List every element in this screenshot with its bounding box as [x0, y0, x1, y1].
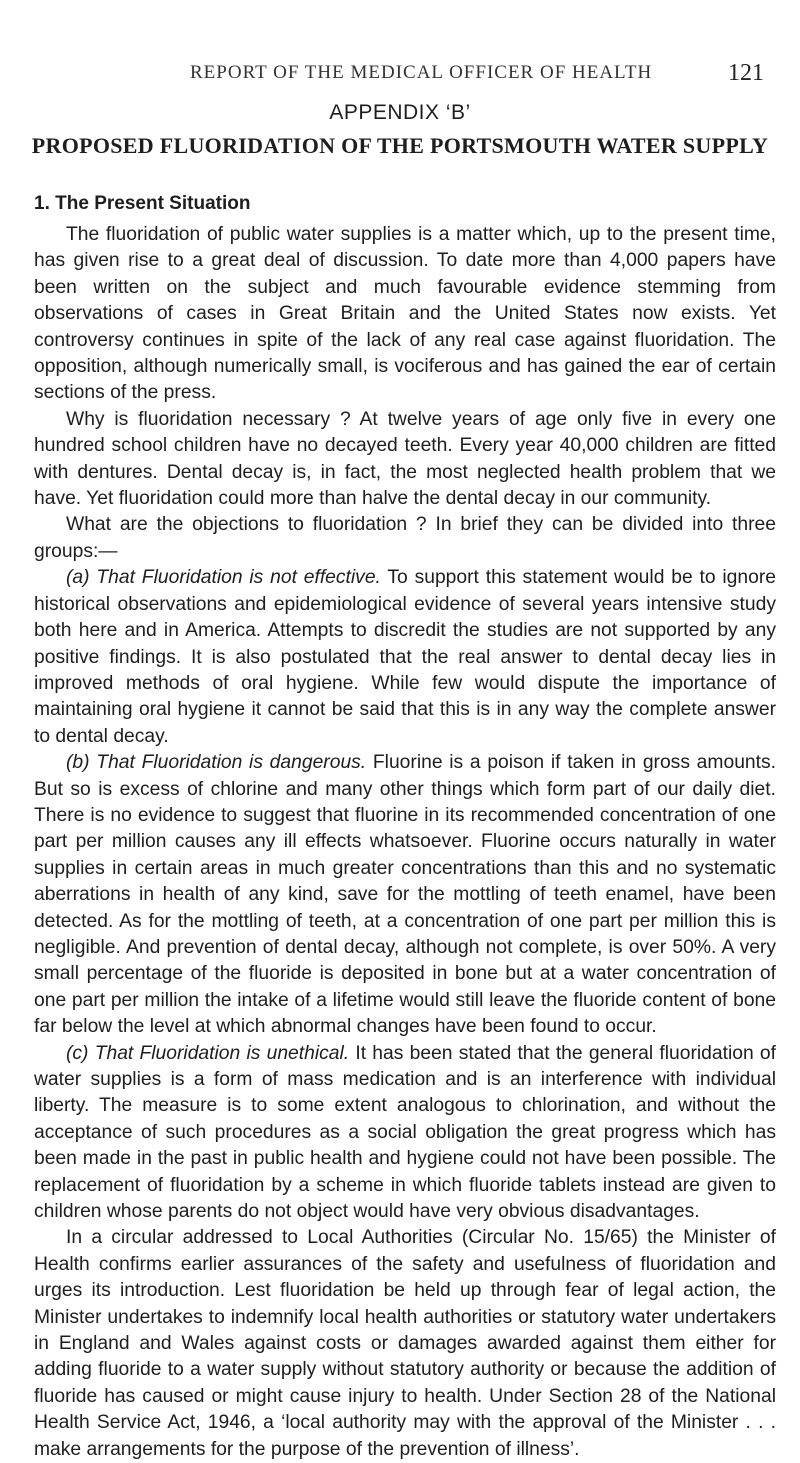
paragraph-circular: In a circular addressed to Local Authorities (Circular No. 15/65) the Minister of Health confirms earlier assurances of the safety and usefulness of fluoridation and urges its introduction. Lest fluoridation be held up through fear of legal action, the Minister undertakes to indemnify local health authorities or statutory water undertakers in England and Wales against costs or damages awarded against them either for adding fluoride to a water supply without statutory authority or because the addition of fluoride has caused or might cause injury to health. Under Section 28 of the National Health Service Act, 1946, a ‘local authority may with the approval of the Minister . . . make arrangements for the purpose of the prevention of illness’.: [34, 1227, 776, 1460]
appendix-label: APPENDIX ‘B’: [329, 101, 471, 124]
document-title: PROPOSED FLUORIDATION OF THE PORTSMOUTH WATER SUPPLY: [31, 133, 769, 158]
section-number: 1.: [34, 193, 50, 214]
body-text: [34, 222, 776, 1463]
objection-b-label: (b): [66, 752, 90, 774]
objection-c-label: (c): [66, 1042, 89, 1064]
objection-a-label: (a): [66, 567, 90, 589]
section-title: The Present Situation: [55, 193, 251, 214]
objection-a: [34, 565, 776, 750]
paragraph-objections: What are the objections to fluoridation ? In brief they can be divided into three groups:—: [34, 514, 776, 562]
objection-b: [34, 750, 776, 1040]
objection-c: [34, 1041, 776, 1226]
objection-c-heading: That Fluoridation is unethical.: [94, 1042, 350, 1064]
running-header: [0, 62, 800, 90]
objection-c-text: It has been stated that the general fluoridation of water supplies is a form of mass medication and is an interference with individual liberty. The measure is to some extent analogous to chlorination, and without the acceptance of such procedures as a social obligation the great progress which has been made in the past in public health and hygiene could not have been possible. The replacement of fluoridation by a scheme in which fluoride tablets instead are given to children whose parents do not object would have very obvious disadvantages.: [34, 1042, 776, 1223]
objection-a-heading: That Fluoridation is not effective.: [96, 567, 381, 589]
page-number: 121: [728, 60, 764, 86]
objection-a-text: To support this statement would be to ignore historical observations and epidemiological evidence of several years intensive study both here and in America. Attempts to discredit the studies are not supported by any positive findings. It is also postulated that the real answer to dental decay lies in improved methods of oral hygiene. While few would dispute the importance of maintaining oral hygiene it cannot be said that this is in any way the complete answer to dental decay.: [34, 567, 777, 747]
running-title: REPORT OF THE MEDICAL OFFICER OF HEALTH: [190, 62, 653, 83]
paragraph-intro: The fluoridation of public water supplies is a matter which, up to the present time, has given rise to a great deal of discussion. To date more than 4,000 papers have been written on the subject and much favourable evidence stemming from observations of cases in Great Britain and the United States now exists. Yet controversy continues in spite of the lack of any real case against fluoridation. The opposition, although numerically small, is vociferous and has gained the ear of certain sections of the press.: [34, 224, 776, 404]
objection-b-text: Fluorine is a poison if taken in gross amounts. But so is excess of chlorine and many other things which form part of our daily diet. There is no evidence to suggest that fluorine in its recommended concentration of one part per million causes any ill effects whatsoever. Fluorine occurs naturally in water supplies in certain areas in much greater concentrations than this and no systematic aberrations in health of any kind, save for the mottling of teeth enamel, have been detected. As for the mottling of teeth, at a concentration of one part per million this is negligible. And prevention of dental decay, although not complete, is over 50%. A very small percentage of the fluoride is deposited in bone but at a water concentration of one part per million the intake of a lifetime would still leave the fluoride content of bone far below the level at which abnormal changes have been found to occur.: [34, 752, 776, 1038]
section-heading: [34, 193, 250, 215]
objection-b-heading: That Fluoridation is dangerous.: [96, 752, 367, 774]
paragraph-why-necessary: Why is fluoridation necessary ? At twelve years of age only five in every one hundred school children have no decayed teeth. Every year 40,000 children are fitted with dentures. Dental decay is, in fact, the most neglected health problem that we have. Yet fluoridation could more than halve the dental decay in our community.: [34, 408, 776, 510]
